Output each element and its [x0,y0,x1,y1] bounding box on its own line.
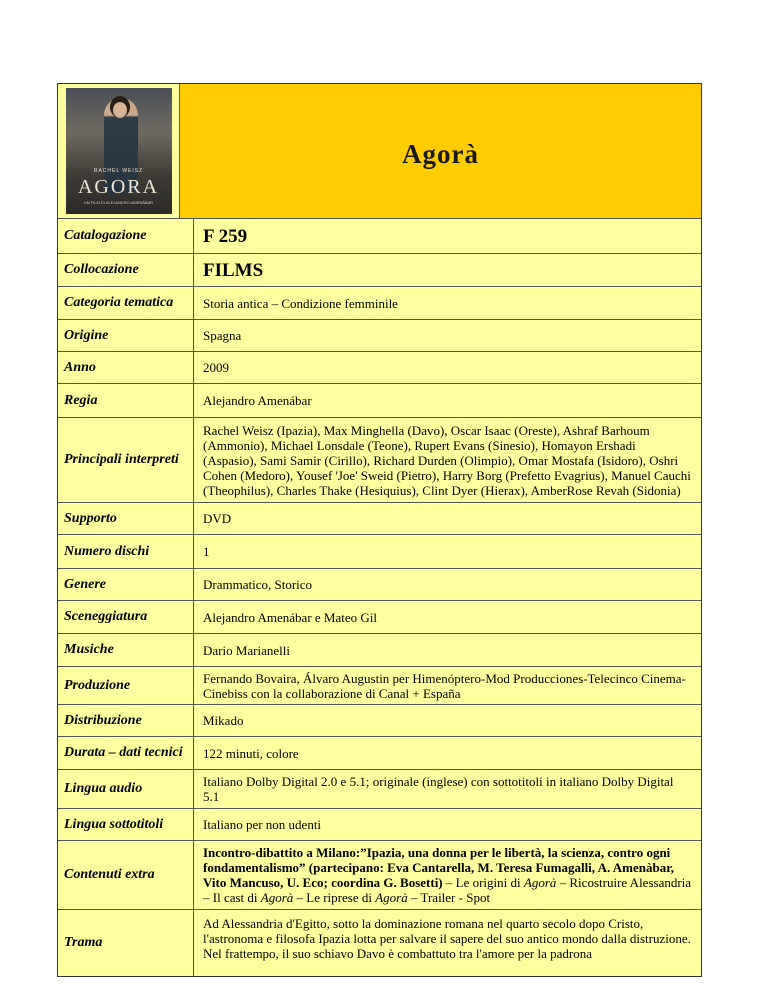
extra-part-3: – Le riprese di [293,890,376,905]
poster-face [113,102,127,118]
value-regia: Alejandro Amenábar [203,393,312,408]
value-extra [194,841,701,909]
film-title: Agorà [402,138,479,169]
label-anno: Anno [58,352,194,383]
label-origine: Origine [58,320,194,351]
value-collocazione: FILMS [203,259,264,281]
label-musiche: Musiche [58,634,194,666]
row-anno [58,352,701,384]
row-durata [58,737,701,770]
extra-bold-part: Incontro-dibattito a Milano:”Ipazia, una donna per le libertà, la scienza, contro ogni fondamentalismo” (partecipano: Eva Cantarella, M. Teresa Fumagalli, A. Amenàbar, Vito Mancuso, U. Eco; coordina G. Bosetti) [203,845,675,890]
value-sottotitoli: Italiano per non udenti [203,817,322,832]
value-dischi: 1 [203,544,210,559]
label-sottotitoli: Lingua sottotitoli [58,809,194,840]
label-trama: Trama [58,910,194,976]
label-dischi: Numero dischi [58,535,194,568]
row-dischi [58,535,701,569]
poster-cell [58,84,180,218]
poster-actor: RACHEL WEISZ [93,168,144,174]
label-collocazione: Collocazione [58,254,194,286]
extra-part-2: – Ricostruire Alessandria – Il cast di [203,875,692,905]
label-genere: Genere [58,569,194,600]
label-sceneggiatura: Sceneggiatura [58,601,194,633]
value-sceneggiatura: Alejandro Amenábar e Mateo Gil [203,609,377,625]
value-interpreti: Rachel Weisz (Ipazia), Max Minghella (Davo), Oscar Isaac (Oreste), Ashraf Barhoum (Ammonio), Michael Lonsdale (Teone), Rupert Evans (Sinesio), Homayon Ershadi (Aspasio), Sami Samir (Cirillo), Richard Durden (Olimpio), Omar Mostafa (Isidoro), Oshri Cohen (Medoro), Yousef 'Joe' Sweid (Pietro), Harry Borg (Prefetto Evagrius), Manuel Cauchi (Theophilus), Charles Thake (Hesiquius), Clint Dyer (Hierax), AmberRose Revah (Sidonia) [203,422,691,498]
value-catalogazione: F 259 [203,225,248,247]
row-genere [58,569,701,601]
row-audio [58,770,701,809]
value-genere: Drammatico, Storico [203,577,313,592]
value-musiche: Dario Marianelli [203,642,290,658]
row-origine [58,320,701,352]
film-record-card [57,83,702,977]
extra-part-4: – Trailer - Spot [407,890,491,905]
row-sottotitoli [58,809,701,841]
label-regia: Regia [58,384,194,417]
extra-italic-2: Agorà [260,890,294,905]
row-trama [58,910,701,976]
value-categoria: Storia antica – Condizione femminile [203,295,398,311]
row-sceneggiatura [58,601,701,634]
label-produzione: Produzione [58,667,194,704]
row-catalogazione [58,219,701,254]
label-supporto: Supporto [58,503,194,534]
value-anno: 2009 [203,360,229,375]
label-distribuzione: Distribuzione [58,705,194,736]
row-regia [58,384,701,418]
value-supporto: DVD [203,511,232,526]
row-extra [58,841,701,910]
value-distribuzione: Mikado [203,713,244,728]
poster-subtitle: UN FILM DI ALEJANDRO AMENÁBAR [83,200,154,205]
label-interpreti: Principali interpreti [58,418,194,502]
label-audio: Lingua audio [58,770,194,808]
value-durata: 122 minuti, colore [203,745,299,761]
extra-part-1: – Le origini di [442,875,524,890]
value-origine: Spagna [203,328,242,343]
extra-italic-1: Agorà [523,875,557,890]
title-cell [180,84,701,218]
label-catalogazione: Catalogazione [58,219,194,253]
row-interpreti [58,418,701,503]
row-produzione [58,667,701,705]
label-categoria: Categoria tematica [58,287,194,319]
row-musiche [58,634,701,667]
value-extra-text [203,845,692,905]
label-extra: Contenuti extra [58,841,194,909]
row-supporto [58,503,701,535]
row-collocazione [58,254,701,287]
value-trama: Ad Alessandria d'Egitto, sotto la dominazione romana nel quarto secolo dopo Cristo, l'astronoma e filosofa Ipazia lotta per salvare il sapere del suo antico mondo dalla distruzione. Nel frattempo, il suo schiavo Davo è combattuto tra l'amore per la padrona [203,916,691,961]
value-audio: Italiano Dolby Digital 2.0 e 5.1; originale (inglese) con sottotitoli in italiano Dolby Digital 5.1 [203,774,674,804]
row-categoria [58,287,701,320]
card-header [58,84,701,219]
label-durata: Durata – dati tecnici [58,737,194,769]
dvd-cover-image [66,88,172,214]
row-distribuzione [58,705,701,737]
poster-title: AGORA [77,176,160,198]
extra-italic-3: Agorà [375,890,408,905]
value-produzione: Fernando Bovaira, Álvaro Augustin per Himenóptero-Mod Producciones-Telecinco Cinema-Cinebiss con la collaborazione di Canal + España [203,670,686,701]
